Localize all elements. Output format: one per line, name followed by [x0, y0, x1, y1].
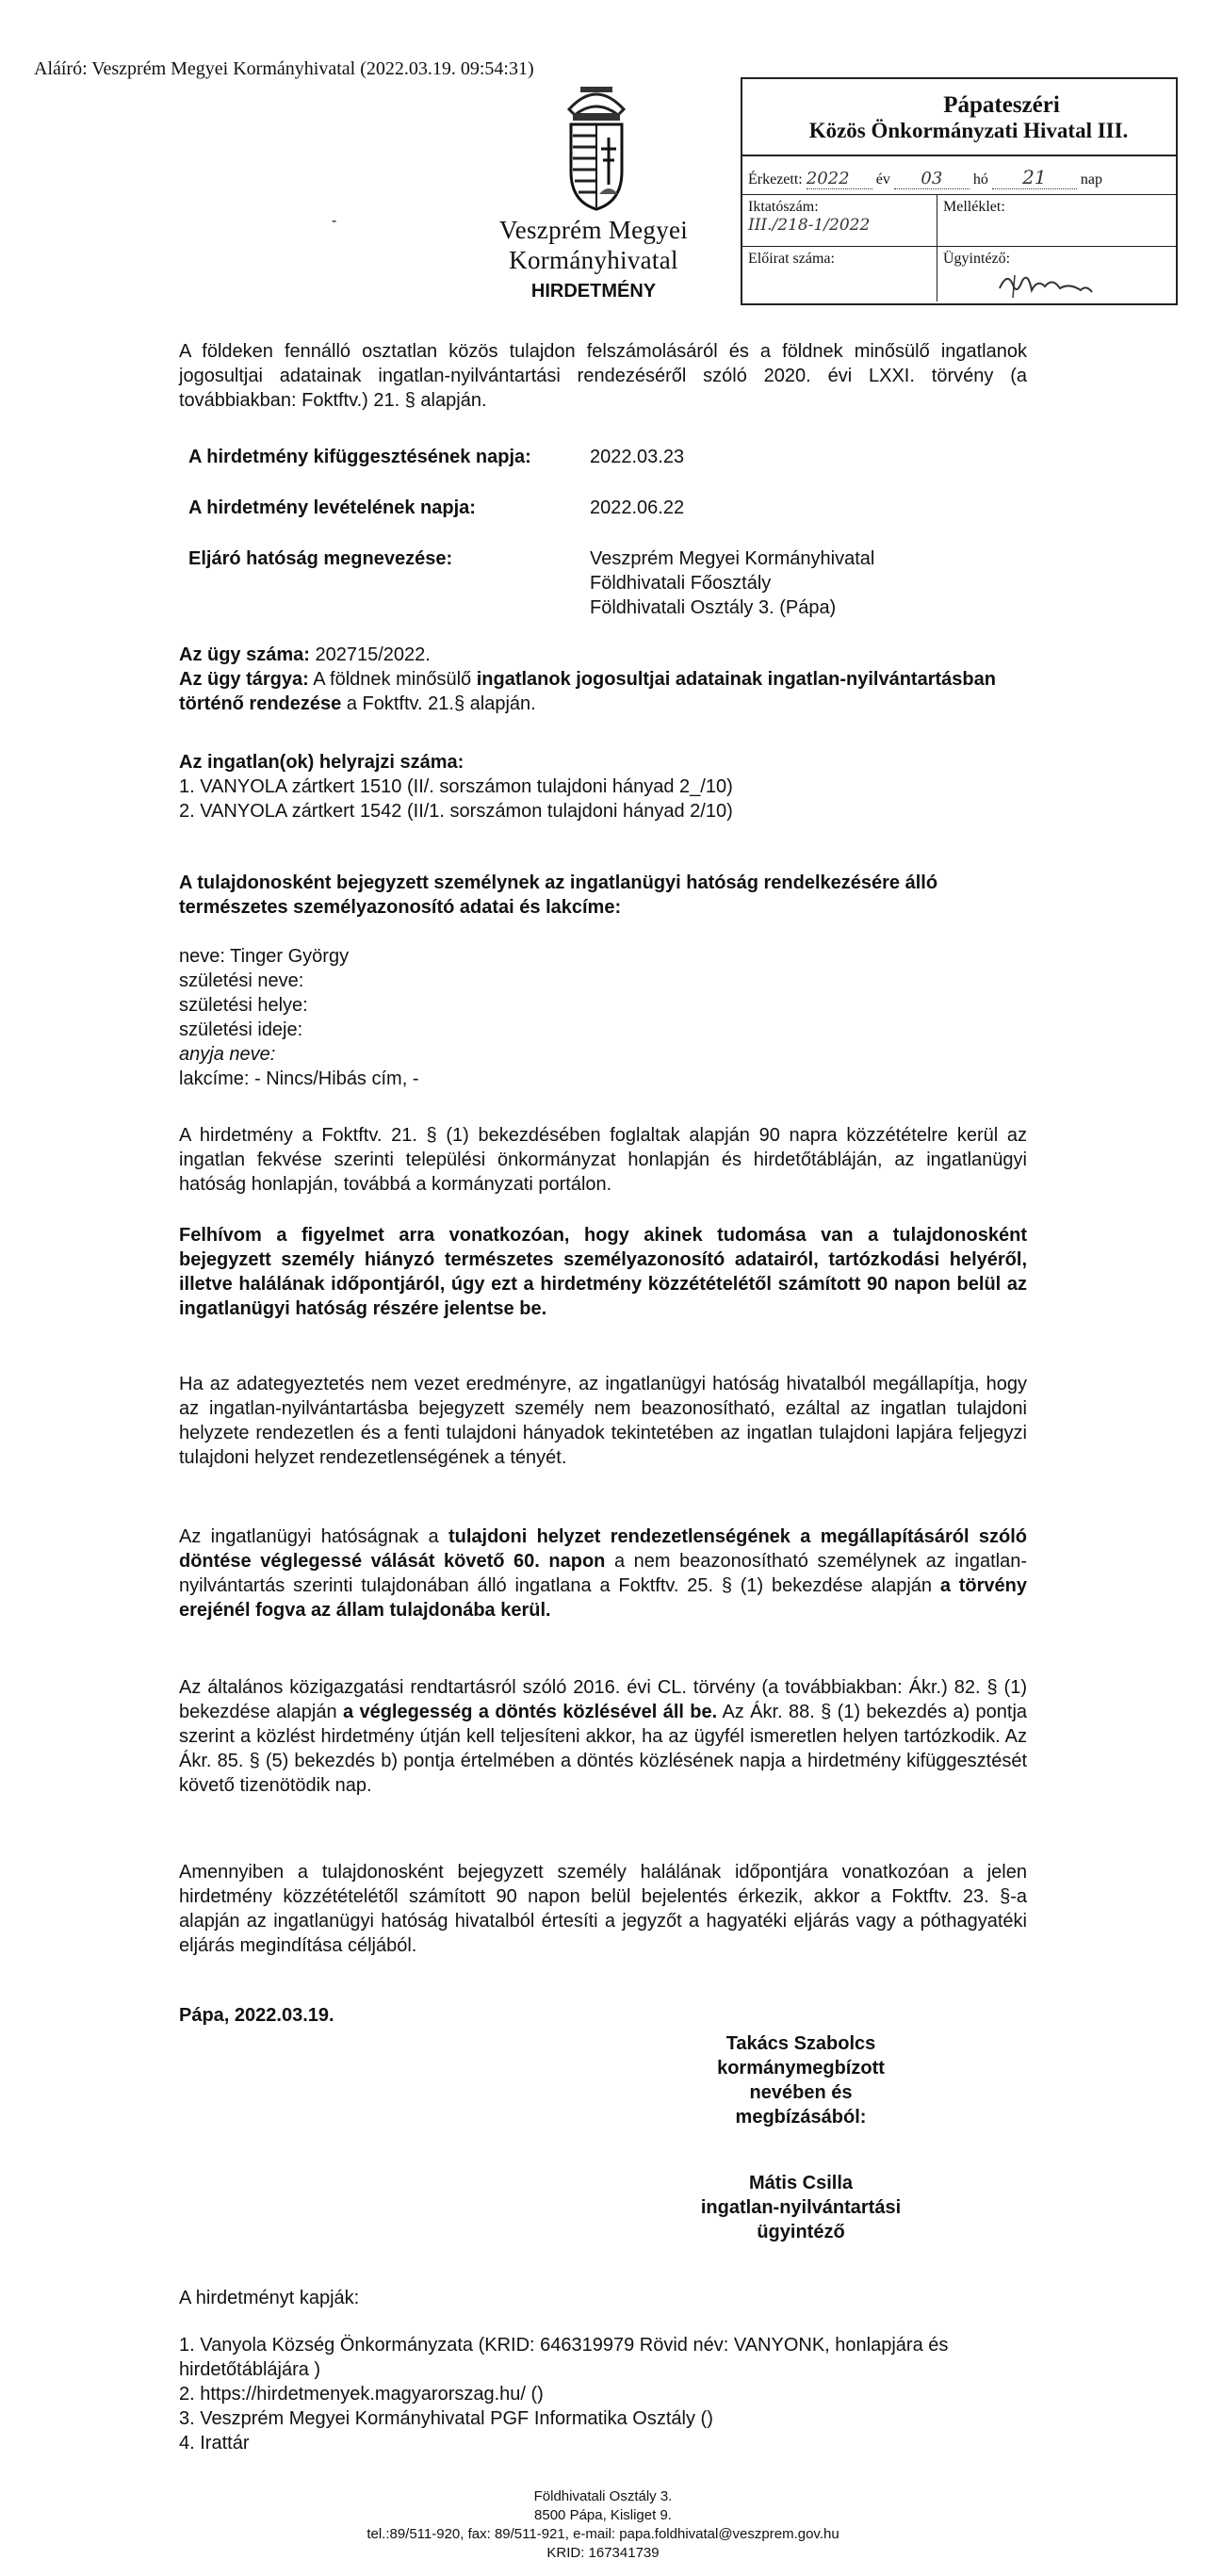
recipient-item: 2. https://hirdetmenyek.magyarorszag.hu/ (): [179, 2384, 544, 2405]
p5-c: Az Ákr. 88. § (1) bekezdés a) pontja szerint a közlést hirdetmény útján kell teljesíteni akkor, ha az ügyfél ismeretlen helyen tartózkodik. Az Ákr. 85. § (5) bekezdés b) pontja értelmében a döntés közlésének napja a hirdetmény kifüggesztését követő tizenötödik nap.: [179, 1702, 1028, 1796]
filing-label: Iktatószám:: [748, 199, 819, 215]
akr-paragraph: [179, 1675, 1027, 1798]
removed-label: A hirdetmény levételének napja:: [188, 497, 476, 518]
stamp-received-row: [742, 156, 1176, 195]
agency-line-2: Kormányhivatal: [509, 246, 678, 274]
place-date: Pápa, 2022.03.19.: [179, 2005, 334, 2026]
owner-birth-name: születési neve:: [179, 970, 304, 991]
signatory-title: kormánymegbízott: [717, 2058, 885, 2079]
signature-block: [660, 2031, 942, 2244]
owner-birth-date: születési ideje:: [179, 1019, 303, 1040]
parcels-label: Az ingatlan(ok) helyrajzi száma:: [179, 752, 464, 773]
p5-a: Az általános közigazgatási rendtartásról szóló 2016. évi CL. törvény (a továbbiakban: Ákr.) 82. § (1) bekezdése alapján: [179, 1677, 1027, 1722]
footer-address: 8500 Pápa, Kisliget 9.: [534, 2507, 672, 2523]
stamp-title-2: Közös Önkormányzati Hivatal III.: [808, 119, 1129, 142]
clerk-signature-icon: [994, 269, 1098, 300]
p4-b: tulajdoni helyzet rendezetlenségének a megállapításáról szóló döntése véglegessé válását követő 60. napon: [179, 1526, 1027, 1572]
clerk-name: Mátis Csilla: [748, 2173, 854, 2193]
attachment-cell: [937, 195, 1176, 246]
clerk-title-2: ügyintéző: [757, 2222, 845, 2242]
signer-line: Aláíró: Veszprém Megyei Kormányhivatal (2022.03.19. 09:54:31): [34, 58, 534, 79]
publication-paragraph: A hirdetmény a Foktftv. 21. § (1) bekezdésében foglaltak alapján 90 napra közzétételre kerül az ingatlan fekvése szerinti települési önkormányzat honlapján és hirdetőtábláján, az ingatlanügyi hatóság honlapján, továbbá a kormányzati portálon.: [179, 1125, 1027, 1195]
recipient-item: 4. Irattár: [179, 2433, 250, 2454]
signatory-name: Takács Szabolcs: [725, 2033, 876, 2054]
removed-value: 2022.06.22: [590, 497, 685, 518]
owner-details: [179, 944, 1027, 1091]
clerk-title-1: ingatlan-nyilvántartási: [700, 2197, 902, 2218]
received-label: Érkezett:: [748, 171, 803, 187]
signature-authorization: megbízásából:: [735, 2107, 867, 2128]
case-subject-label: Az ügy tárgya:: [179, 669, 309, 690]
footer-office: Földhivatali Osztály 3.: [533, 2488, 673, 2504]
authority-line-3: Földhivatali Osztály 3. (Pápa): [590, 597, 837, 618]
probate-paragraph: Amennyiben a tulajdonosként bejegyzett személy halálának időpontjára vonatkozóan a jelen hirdetmény közzétételétől számított 90 napon belül bejelentés érkezik, akkor a Foktftv. 23. §-a alapján az ingatlanügyi hatóság hivatalból értesíti a jegyzőt a hagyatéki eljárás vagy a póthagyatéki eljárás megindítása céljából.: [179, 1862, 1027, 1956]
attachment-label: Melléklet:: [943, 199, 1005, 215]
recipients-label: A hirdetményt kapják:: [179, 2288, 360, 2308]
document-title: HIRDETMÉNY: [530, 281, 657, 302]
stamp-header: [742, 79, 1176, 156]
registry-stamp: [741, 77, 1178, 305]
coat-of-arms-icon: [556, 81, 637, 213]
owner-birth-place: születési helye:: [179, 995, 308, 1016]
case-number: 202715/2022.: [315, 644, 431, 665]
year-label: év: [875, 171, 890, 187]
recipients-list: [179, 2333, 989, 2455]
prev-doc-label: Előirat száma:: [748, 251, 835, 267]
case-subject-bold: ingatlanok jogosultjai adatainak ingatlan-nyilvántartásban történő rendezése: [179, 669, 996, 714]
month-label: hó: [972, 171, 988, 187]
stamp-title-1: Pápateszéri: [943, 92, 1060, 118]
reconciliation-paragraph: Ha az adategyeztetés nem vezet eredményre, az ingatlanügyi hatóság hivatalból megállapítja, hogy az ingatlan-nyilvántartásba bejegyzett személy nem beazonosítható, ezáltal az ingatlan tulajdoni helyzete rendezetlen és a fenti tulajdoni hányadok tekintetében az ingatlan tulajdoni lapjára feljegyzi tulajdoni helyzet rendezetlenségének a tényét.: [179, 1374, 1027, 1468]
case-number-label: Az ügy száma:: [179, 644, 310, 665]
notice-paragraph: Felhívom a figyelmet arra vonatkozóan, hogy akinek tudomása van a tulajdonosként bejegyzett személy hiányzó természetes személyazonosító adatairól, tartózkodási helyéről, illetve halálának időpontjáról, úgy ezt a hirdetmény közzétételétől számított 90 napon belül az ingatlanügyi hatóság részére jelentse be.: [179, 1225, 1027, 1319]
received-day: 21: [992, 166, 1077, 189]
parcel-item: 2. VANYOLA zártkert 1542 (II/1. sorszámon tulajdoni hányad 2/10): [179, 801, 733, 822]
owner-name: neve: Tinger György: [179, 946, 350, 967]
parcel-item: 1. VANYOLA zártkert 1510 (II/. sorszámon tulajdoni hányad 2_/10): [179, 776, 733, 797]
case-subject-text: A földnek minősülő: [313, 669, 472, 690]
day-label: nap: [1080, 171, 1102, 187]
footer-krid: KRID: 167341739: [546, 2545, 660, 2561]
p4-d: a törvény erejénél fogva az állam tulajdonába kerül.: [179, 1575, 1027, 1621]
posted-value: 2022.03.23: [590, 447, 685, 467]
case-block: [179, 643, 1027, 716]
p5-b: a véglegesség a döntés közlésével áll be.: [342, 1702, 718, 1722]
received-year: 2022: [807, 169, 872, 189]
owner-address: lakcíme: - Nincs/Hibás cím, -: [179, 1068, 419, 1089]
posted-label: A hirdetmény kifüggesztésének napja:: [188, 447, 531, 467]
filing-number: III./218-1/2022: [748, 216, 871, 235]
parcels-block: [179, 750, 1027, 823]
stray-dash: -: [332, 213, 337, 229]
authority-line-2: Földhivatali Főosztály: [590, 573, 772, 594]
stamp-ref-row: [742, 247, 1176, 302]
footer: [283, 2487, 923, 2563]
signature-on-behalf: nevében és: [749, 2082, 853, 2103]
authority-line-1: Veszprém Megyei Kormányhivatal: [590, 548, 875, 569]
intro-paragraph: A földeken fennálló osztatlan közös tulajdon felszámolásáról és a földnek minősülő ingatlanok jogosultjai adatainak ingatlan-nyilvántartási rendezéséről szóló 2020. évi LXXI. törvény (a továbbiakban: Foktftv.) 21. § alapján.: [179, 341, 1027, 411]
agency-name: [471, 215, 716, 275]
authority-label: Eljáró hatóság megnevezése:: [188, 548, 453, 569]
stamp-filing-row: [742, 195, 1176, 247]
p4-a: Az ingatlanügyi hatóságnak a: [179, 1526, 439, 1547]
received-month: 03: [894, 169, 970, 189]
recipient-item: 1. Vanyola Község Önkormányzata (KRID: 646319979 Rövid név: VANYONK, honlapjára és hirdetőtáblájára ): [179, 2335, 949, 2380]
recipient-item: 3. Veszprém Megyei Kormányhivatal PGF Informatika Osztály (): [179, 2408, 713, 2429]
owner-heading: A tulajdonosként bejegyzett személynek az ingatlanügyi hatóság rendelkezésére álló természetes személyazonosító adatai és lakcíme:: [179, 872, 938, 918]
state-ownership-paragraph: [179, 1524, 1027, 1622]
p4-c: a nem beazonosítható személynek az ingatlan- nyilvántartás szerinti tulajdonában álló ingatlana a Foktftv. 25. § (1) bekezdése alapján: [179, 1551, 1027, 1596]
agency-line-1: Veszprém Megyei: [498, 216, 689, 244]
authority-value: [590, 546, 874, 620]
case-subject-tail: a Foktftv. 21.§ alapján.: [346, 693, 536, 714]
clerk-label: Ügyintéző:: [943, 251, 1011, 267]
owner-mother-name: anyja neve:: [179, 1044, 276, 1065]
footer-contact: tel.:89/511-920, fax: 89/511-921, e-mail: papa.foldhivatal@veszprem.gov.hu: [367, 2526, 839, 2542]
